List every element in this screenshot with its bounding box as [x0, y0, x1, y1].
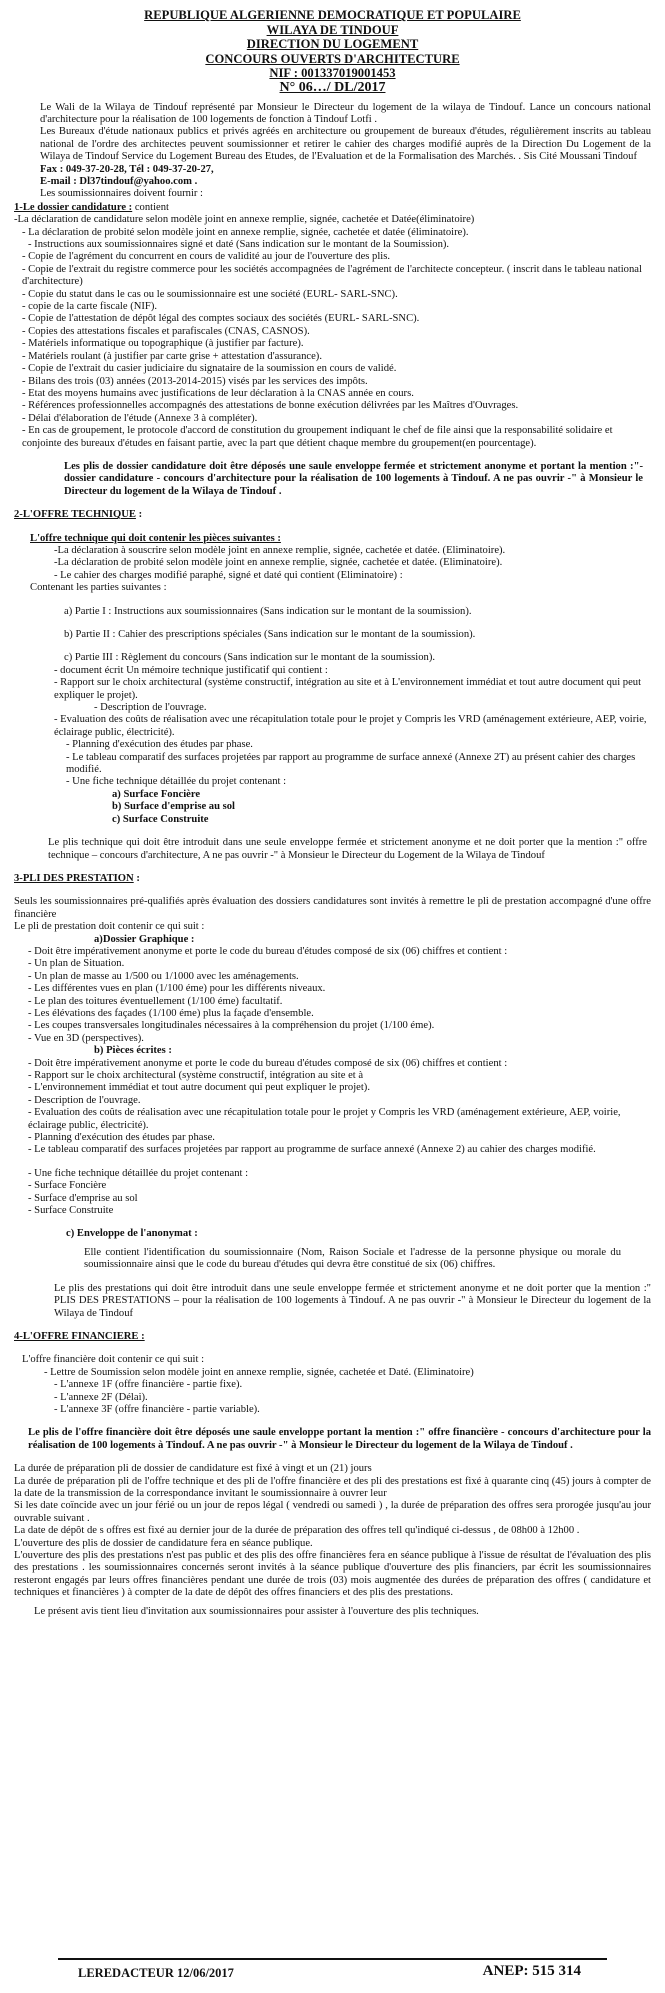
technique-partie-1: a) Partie I : Instructions aux soumissionnaires (Sans indication sur le montant de la soumission). — [64, 605, 472, 617]
final-paragraph: La date de dépôt de s offres est fixé au dernier jour de la durée de préparation des offres tell qu'indiqué ci-dessus , de 08h00 à 12h00 . — [14, 1525, 580, 1537]
list-item: b) Surface d'emprise au sol — [112, 801, 236, 813]
prestation-title-line — [14, 873, 651, 885]
financiere-intro: L'offre financière doit contenir ce qui suit : — [22, 1354, 205, 1366]
header-republic: REPUBLIQUE ALGERIENNE DEMOCRATIQUE ET POPULAIRE — [144, 8, 521, 22]
list-item: - Le tableau comparatif des surfaces projetées par rapport au programme de surface annexé (Annexe 2T) au présent cahier des charges modifié. — [66, 751, 636, 776]
list-item: - Les élévations des façades (1/100 éme) plus la façade d'ensemble. — [28, 1007, 314, 1019]
dossier-list — [14, 214, 651, 450]
list-item: - L'environnement immédiat et tout autre document qui peut expliquer le projet). — [28, 1082, 370, 1094]
anonymat-title: c) Enveloppe de l'anonymat : — [66, 1228, 198, 1240]
list-item: - Copie de l'extrait du registre commerce pour les sociétés accompagnées de l'agrément de l'architecte concepteur. ( inscrit dans le tableau national d'architecture) — [22, 263, 642, 288]
list-item: c) Surface Construite — [112, 813, 209, 825]
dossier-title: 1-Le dossier candidature : — [14, 201, 133, 213]
technique-subtitle: L'offre technique qui doit contenir les pièces suivantes : — [30, 532, 281, 544]
partie-3-list — [14, 665, 651, 789]
list-item: - Rapport sur le choix architectural (système constructif, intégration au site et à — [28, 1070, 364, 1081]
list-item: - Les coupes transversales longitudinales nécessaires à la compréhension du projet (1/100 éme). — [28, 1020, 435, 1032]
final-paragraph: La durée de préparation pli de dossier de candidature est fixé à vingt et un (21) jours — [14, 1463, 372, 1475]
list-item: - En cas de groupement, le protocole d'accord de constitution du groupement indiquant le chef de file ainsi que la responsabilité solidaire et conjointe des bureaux d'études en faisant partie, avec la part que détient chaque membre du groupement(en pourcentage). — [22, 425, 613, 449]
list-item: - Doit être impérativement anonyme et porte le code du bureau d'études composé de six (06) chiffres et contient : — [28, 1057, 508, 1069]
list-item: - Instructions aux soumissionnaires signé et daté (Sans indication sur le montant de la Soumission). — [28, 239, 450, 251]
list-item: - Copie de l'extrait du casier judiciaire du signataire de la soumission en cours de validé. — [22, 363, 397, 375]
list-item: - Un plan de masse au 1/500 ou 1/1000 avec les aménagements. — [28, 970, 299, 982]
technique-contenant: Contenant les parties suivantes : — [30, 582, 167, 594]
intro-fax: Fax : 049-37-20-28, Tél : 049-37-20-27, — [40, 163, 214, 175]
ecrites-list — [14, 1058, 651, 1157]
list-item: -La déclaration de candidature selon modèle joint en annexe remplie, signée, cachetée et Datée(éliminatoire) — [14, 214, 475, 226]
dossier-title-line — [14, 202, 651, 214]
list-item: - Doit être impérativement anonyme et porte le code du bureau d'études composé de six (06) chiffres et contient : — [28, 945, 508, 957]
prestation-intro: Seuls les soumissionnaires pré-qualifiés après évaluation des dossiers candidatures sont invités à remettre le pli de prestation accompagné d'une offre financière — [14, 896, 651, 920]
list-item: - La déclaration de probité selon modèle joint en annexe remplie, signée, cachetée et datée (éliminatoire). — [22, 226, 469, 238]
final-paragraph: La durée de préparation pli de l'offre technique et des pli de l'offre financière et des pli des prestations est fixé à quarante cinq (45) jours à compter de la date de la transmission de la correspondance invitant le soumissionnaire à ouvrer leur — [14, 1475, 651, 1499]
list-item: - Matériels roulant (à justifier par carte grise + attestation d'assurance). — [22, 350, 322, 362]
graphique-title: a)Dossier Graphique : — [94, 933, 195, 945]
header-direction: DIRECTION DU LOGEMENT — [246, 37, 419, 52]
list-item: - Lettre de Soumission selon modèle joint en annexe remplie, signée, cachetée et Daté. (Eliminatoire) — [44, 1366, 474, 1378]
list-item: a) Surface Foncière — [112, 788, 201, 800]
footer-redacteur: LEREDACTEUR 12/06/2017 — [78, 1966, 234, 1980]
header-concours: CONCOURS OUVERTS D'ARCHITECTURE — [205, 51, 460, 66]
header-numero: N° 06…/ DL/2017 — [279, 79, 386, 95]
list-item: - Délai d'élaboration de l'étude (Annexe 3 à compléter). — [22, 412, 258, 424]
technique-title-suffix: : — [135, 509, 143, 521]
list-item: -La déclaration de probité selon modèle joint en annexe remplie, signée, cachetée et datée. (Eliminatoire). — [54, 557, 503, 569]
list-item: - Description de l'ouvrage. — [94, 702, 207, 714]
prestation-intro-2: Le pli de prestation doit contenir ce qui suit : — [14, 921, 205, 933]
list-item: - copie de la carte fiscale (NIF). — [22, 301, 157, 313]
list-item: - Surface d'emprise au sol — [28, 1192, 138, 1204]
intro-paragraph-2: Les Bureaux d'étude nationaux publics et privés agréés en architecture ou groupement de bureaux d'études, régulièrement inscrits au tableau national de l'ordre des architectes peuvent soumissionner et retirer le cahier des charges modifié auprès de la Direction Du Logement de la Wilaya de Tindouf Service du Logement Bureau des Etudes, de l'Evaluation et de la Formalisation des Marchés. . Sis Cité Moussani Tindouf — [40, 126, 651, 163]
dossier-closing: Les plis de dossier candidature doit être déposés une saule enveloppe fermée et strictement anonyme et portant la mention :"- dossier candidature - concours d'architecture pour la réalisation de 100 logements à Tindouf. A ne pas ouvrir -" à Monsieur le Directeur du logement de la Wilaya de Tindouf . — [64, 460, 643, 497]
list-item: - Le tableau comparatif des surfaces projetées par rapport au programme de surface annexé (Annexe 2) au cahier des charges modifié. — [28, 1144, 596, 1156]
technique-partie-3: c) Partie III : Règlement du concours (Sans indication sur le montant de la soumission). — [64, 652, 435, 664]
list-item: - Surface Foncière — [28, 1180, 107, 1192]
technique-partie-2: b) Partie II : Cahier des prescriptions spéciales (Sans indication sur le montant de la soumission). — [64, 629, 476, 640]
technique-list — [14, 545, 651, 582]
prestation-title-suffix: : — [133, 872, 140, 884]
list-item: - Une fiche technique détaillée du projet contenant : — [28, 1167, 249, 1179]
technique-closing: Le plis technique qui doit être introduit dans une seule enveloppe fermée et strictement anonyme et ne doit porter que la mention :" offre technique – concours d'architecture, A ne pas ouvrir -" à Monsieur le Directeur du Logement de la Wilaya de Tindouf — [48, 837, 647, 861]
list-item: - Un plan de Situation. — [28, 958, 125, 970]
list-item: - document écrit Un mémoire technique justificatif qui contient : — [54, 664, 328, 676]
list-item: - Vue en 3D (perspectives). — [28, 1032, 144, 1044]
financiere-closing: Le plis de l'offre financière doit être déposés une saule enveloppe portant la mention :" offre financière - concours d'architecture pour la réalisation de 100 logements à Tindouf. A ne pas ouvrir -" à Monsieur le Directeur du logement de la Wilaya de Tindouf . — [28, 1427, 651, 1451]
list-item: - Le plan des toitures éventuellement (1/100 éme) facultatif. — [28, 995, 283, 1007]
list-item: - L'annexe 2F (Délai). — [54, 1391, 148, 1403]
list-item: - Matériels informatique ou topographique (à justifier par facture). — [22, 338, 304, 350]
final-paragraph: L'ouverture des plis de dossier de candidature fera en séance publique. — [14, 1537, 313, 1549]
final-section — [14, 1463, 651, 1618]
list-item: - Planning d'exécution des études par phase. — [28, 1132, 215, 1144]
list-item: - L'annexe 1F (offre financière - partie fixe). — [54, 1379, 243, 1391]
list-item: - Copie du statut dans le cas ou le soumissionnaire est une société (EURL- SARL-SNC). — [22, 288, 398, 300]
list-item: - Surface Construite — [28, 1205, 114, 1217]
list-item: - Evaluation des coûts de réalisation avec une récapitulation totale pour le projet y Compris les VRD (aménagement extérieure, AEP, voirie, éclairage public, électricité). — [28, 1107, 621, 1131]
intro-paragraph-1: Le Wali de la Wilaya de Tindouf représenté par Monsieur le Directeur du logement de la wilaya de Tindouf. Lance un concours national d'architecture pour la réalisation de 100 logements de fonction à Tindouf Lotfi . — [40, 101, 651, 125]
financiere-title: 4-L'OFFRE FINANCIERE : — [14, 1330, 145, 1342]
list-item: - Les différentes vues en plan (1/100 éme) pour les différents niveaux. — [28, 983, 326, 995]
dossier-title-suffix: contient — [132, 201, 169, 213]
prestation-fiche-list — [14, 1168, 651, 1218]
fiche-list — [14, 789, 651, 826]
header-nif: NIF : 001337019001453 — [269, 66, 396, 81]
financiere-list — [14, 1367, 651, 1417]
anonymat-text: Elle contient l'identification du soumissionnaire (Nom, Raison Sociale et l'adresse de la personne physique ou morale du soumissionnaire ainsi que le code du bureau d'études qui devra être constitué de six (06) chiffres. — [84, 1246, 621, 1271]
list-item: - Le cahier des charges modifié paraphé, signé et daté qui contient (Eliminatoire) : — [54, 569, 403, 581]
list-item: - Description de l'ouvrage. — [28, 1094, 141, 1106]
header-wilaya: WILAYA DE TINDOUF — [266, 22, 399, 37]
list-item: - Planning d'exécution des études par phase. — [66, 739, 253, 751]
technique-title-line — [14, 509, 651, 521]
prestation-closing: Le plis des prestations qui doit être introduit dans une seule enveloppe fermée et strictement anonyme et ne doit porter que la mention :" PLIS DES PRESTATIONS – pour la réalisation de 100 logements à Tindouf. A ne pas ouvrir -" à Monsieur le Directeur du logement de la Wilaya de Tindouf — [54, 1282, 651, 1319]
list-item: - Etat des moyens humains avec justifications de leur déclaration à la CNAS année en cours. — [22, 387, 414, 399]
list-item: - Une fiche technique détaillée du projet contenant : — [66, 776, 287, 788]
list-item: - Evaluation des coûts de réalisation avec une récapitulation totale pour le projet y Compris les VRD (aménagement extérieure, AEP, voirie, éclairage public, électricité). — [54, 714, 647, 738]
list-item: - Copie de l'agrément du concurrent en cours de validité au jour de l'ouverture des plis. — [22, 251, 391, 263]
technique-title: 2-L'OFFRE TECHNIQUE — [14, 509, 136, 521]
list-item: - Rapport sur le choix architectural (système constructif, intégration au site et à L'environnement immédiat et tout autre document qui peut expliquer le projet). — [54, 677, 642, 701]
footer-anep: ANEP: 515 314 — [482, 1963, 581, 1979]
intro-email: E-mail : Dl37tindouf@yahoo.com . — [40, 176, 198, 187]
ecrites-title: b) Pièces écrites : — [94, 1045, 172, 1057]
prestation-title: 3-PLI DES PRESTATION — [14, 872, 134, 884]
list-item: - Copie de l'attestation de dépôt légal des comptes sociaux des sociétés (EURL- SARL-SNC). — [22, 313, 420, 325]
list-item: - Références professionnelles accompagnés des attestations de bonne exécution délivrées par les Maîtres d'Ouvrages. — [22, 400, 519, 412]
intro-paragraph-3: Les soumissionnaires doivent fournir : — [40, 188, 204, 200]
list-item: -La déclaration à souscrire selon modèle joint en annexe remplie, signée, cachetée et datée. (Eliminatoire). — [54, 544, 506, 556]
final-paragraph: Si les date coïncide avec un jour férié ou un jour de repos légal ( vendredi ou samedi ) , la durée de préparation des offres sera prorogée jusqu'au jour ouvrable suivant . — [14, 1500, 651, 1524]
footer — [0, 1958, 665, 1986]
final-paragraph: Le présent avis tient lieu d'invitation aux soumissionnaires pour assister à l'ouverture des plis techniques. — [34, 1605, 479, 1617]
footer-rule — [58, 1958, 607, 1960]
list-item: - Copies des attestations fiscales et parafiscales (CNAS, CASNOS). — [22, 325, 310, 337]
final-paragraph: L'ouverture des plis des prestations n'est pas public et des plis des offre financières fera en séance publique à l'issue de résultat de l'évaluation des plis des prestations . les soumissionnaires concernés seront invités à la séance publique d'ouverture des plis financiers, par écrit les soumissionnaires resteront engagés par leurs offres financières pendant une durée de trois (03) mois augmentée des durées de préparation des offres ( candidature et techniques et financières ) à compter de la date de dépôt des offres financiers et des plis des prestations. — [14, 1550, 651, 1599]
list-item: - Bilans des trois (03) années (2013-2014-2015) visés par les services des impôts. — [22, 375, 368, 387]
list-item: - L'annexe 3F (offre financière - partie variable). — [54, 1403, 260, 1415]
graphique-list — [14, 946, 651, 1045]
